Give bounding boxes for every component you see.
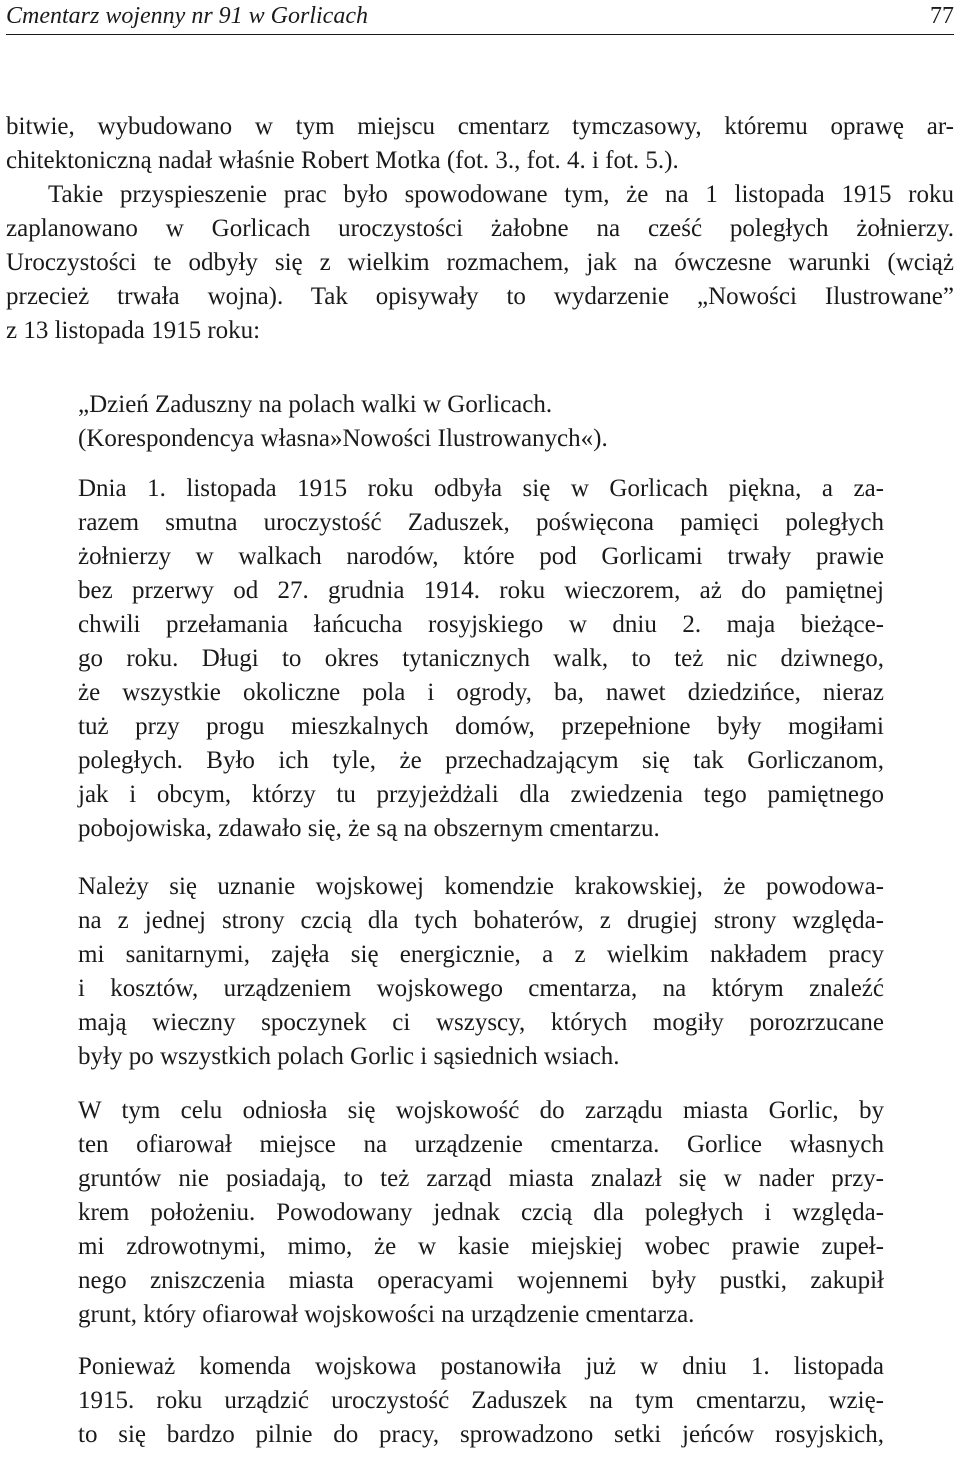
quote-paragraph [78, 1350, 884, 1452]
text-line: że wszystkie okoliczne pola i ogrody, ba, nawet dziedzińce, nieraz [78, 679, 884, 706]
text-line: Uroczystości te odbyły się z wielkim rozmachem, jak na ówczesne warunki (wciąż [6, 249, 954, 276]
text-line: jak i obcym, którzy tu przyjeżdżali dla zwiedzenia tego pamiętnego [78, 781, 884, 808]
text-line: Należy się uznanie wojskowej komendzie krakowskiej, że powodowa- [78, 873, 884, 900]
text-line: mają wieczny spoczynek ci wszyscy, których mogiły porozrzucane [78, 1009, 884, 1036]
running-header [6, 0, 954, 35]
text-line: razem smutna uroczystość Zaduszek, poświęcona pamięci poległych [78, 509, 884, 536]
quote-paragraph [78, 472, 884, 846]
running-title: Cmentarz wojenny nr 91 w Gorlicach [6, 3, 368, 29]
text-line: to się bardzo pilnie do pracy, sprowadzono setki jeńców rosyjskich, [78, 1421, 884, 1448]
page-number: 77 [930, 3, 954, 29]
quote-title: „Dzień Zaduszny na polach walki w Gorlicach. [78, 391, 553, 418]
intro-paragraph [6, 110, 954, 348]
text-line: na z jednej strony czcią dla tych bohaterów, z drugiej strony względa- [78, 907, 884, 934]
text-line: mi zdrowotnymi, mimo, że w kasie miejskiej wobec prawie zupeł- [78, 1233, 884, 1260]
quote-source: (Korespondencya własna»Nowości Ilustrowanych«). [78, 425, 608, 452]
text-line: grunt, który ofiarował wojskowości na urządzenie cmentarza. [78, 1301, 695, 1328]
text-line: były po wszystkich polach Gorlic i sąsiednich wsiach. [78, 1043, 620, 1070]
quote-paragraph [78, 1094, 884, 1332]
text-line: chitektoniczną nadał właśnie Robert Motka (fot. 3., fot. 4. i fot. 5.). [6, 147, 679, 174]
text-line: zaplanowano w Gorlicach uroczystości żałobne na cześć poległych żołnierzy. [6, 215, 954, 242]
text-line: chwili przełamania łańcucha rosyjskiego w dniu 2. maja bieżące- [78, 611, 884, 638]
text-line: tuż przy progu mieszkalnych domów, przepełnione były mogiłami [78, 713, 884, 740]
text-line: żołnierzy w walkach narodów, które pod Gorlicami trwały prawie [78, 543, 884, 570]
quote-heading [78, 388, 884, 456]
text-line: bitwie, wybudowano w tym miejscu cmentarz tymczasowy, któremu oprawę ar- [6, 113, 954, 140]
quote-paragraph [78, 870, 884, 1074]
text-line: bez przerwy od 27. grudnia 1914. roku wieczorem, aż do pamiętnej [78, 577, 884, 604]
text-line: W tym celu odniosła się wojskowość do zarządu miasta Gorlic, by [78, 1097, 884, 1124]
text-line: poległych. Było ich tyle, że przechadzającym się tak Gorliczanom, [78, 747, 884, 774]
text-line: gruntów nie posiadają, to też zarząd miasta znalazł się w nader przy- [78, 1165, 884, 1192]
text-line: i kosztów, urządzeniem wojskowego cmentarza, na którym znaleźć [78, 975, 884, 1002]
text-line: pobojowiska, zdawało się, że są na obszernym cmentarzu. [78, 815, 660, 842]
text-line: krem położeniu. Powodowany jednak czcią dla poległych i względa- [78, 1199, 884, 1226]
text-line: z 13 listopada 1915 roku: [6, 317, 261, 344]
text-line: Dnia 1. listopada 1915 roku odbyła się w Gorlicach piękna, a za- [78, 475, 884, 502]
text-line: przecież trwała wojna). Tak opisywały to wydarzenie „Nowości Ilustrowane” [6, 283, 954, 310]
text-line: ten ofiarował miejsce na urządzenie cmentarza. Gorlice własnych [78, 1131, 884, 1158]
text-line: 1915. roku urządzić uroczystość Zaduszek na tym cmentarzu, wzię- [78, 1387, 884, 1414]
text-line: mi sanitarnymi, zajęła się energicznie, a z wielkim nakładem pracy [78, 941, 884, 968]
text-line: go roku. Długi to okres tytanicznych walk, to też nic dziwnego, [78, 645, 884, 672]
text-line: Ponieważ komenda wojskowa postanowiła już w dniu 1. listopada [78, 1353, 884, 1380]
text-line: nego zniszczenia miasta operacyami wojennemi były pustki, zakupił [78, 1267, 884, 1294]
text-line: Takie przyspieszenie prac było spowodowane tym, że na 1 listopada 1915 roku [48, 181, 954, 208]
